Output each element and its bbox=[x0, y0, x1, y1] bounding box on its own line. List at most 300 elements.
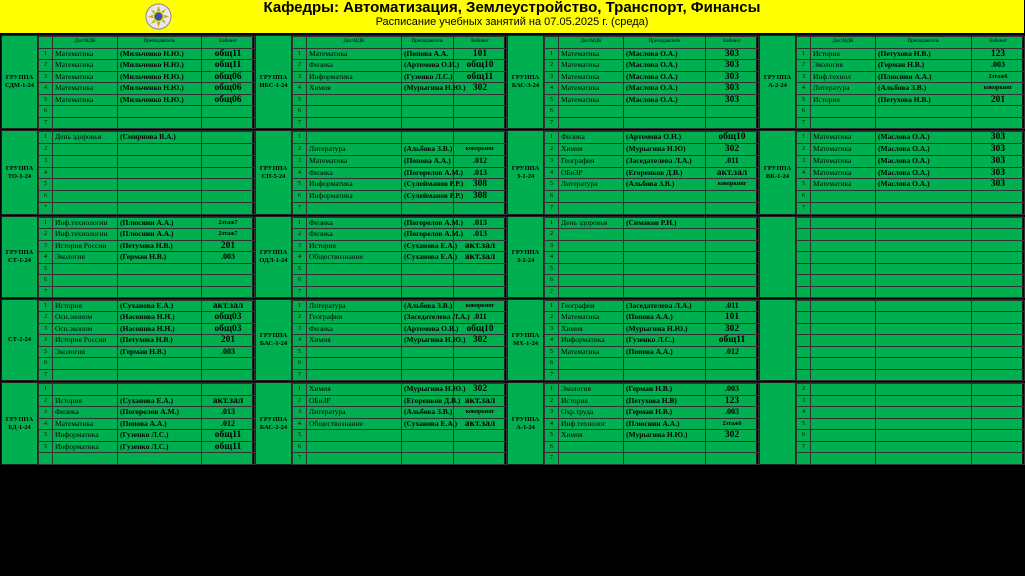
lesson-number: 3 bbox=[39, 240, 53, 251]
teacher-cell: (Альбова З.В.) bbox=[624, 179, 706, 191]
subject-cell: Информатика bbox=[559, 335, 624, 346]
lesson-number: 4 bbox=[293, 335, 307, 346]
group-name: ГРУППА БД-1-24 bbox=[2, 383, 38, 464]
room-cell bbox=[454, 369, 507, 380]
room-cell: акт.зал bbox=[454, 252, 507, 263]
subject-cell: Обществознание bbox=[307, 252, 402, 263]
subject-cell: География bbox=[559, 301, 624, 312]
teacher-cell: (Попова А.А.) bbox=[624, 346, 706, 357]
lesson-number: 7 bbox=[39, 369, 53, 380]
room-cell bbox=[202, 191, 255, 203]
teacher-cell: (Попова А.А. bbox=[402, 48, 454, 60]
subject-cell bbox=[811, 335, 876, 346]
lesson-number: 6 bbox=[39, 191, 53, 203]
subject-cell bbox=[811, 252, 876, 263]
teacher-cell: (Плюснин А.А.) bbox=[118, 229, 202, 240]
room-cell bbox=[706, 106, 759, 118]
room-cell bbox=[706, 218, 759, 229]
lesson-row bbox=[39, 240, 255, 251]
subject-cell: Математика bbox=[53, 94, 118, 106]
teacher-cell: (Петухова Н.В) bbox=[624, 395, 706, 407]
room-cell bbox=[972, 441, 1025, 453]
lesson-number: 5 bbox=[797, 179, 811, 191]
room-cell bbox=[706, 252, 759, 263]
group-name: ГРУППА З-2-24 bbox=[508, 217, 544, 297]
group-block bbox=[507, 299, 757, 381]
group-block bbox=[759, 216, 1023, 298]
lesson-number: 7 bbox=[39, 117, 53, 129]
lesson-number: 7 bbox=[293, 369, 307, 380]
lesson-number: 5 bbox=[39, 94, 53, 106]
teacher-cell bbox=[876, 418, 972, 430]
room-cell bbox=[202, 453, 255, 465]
subject-cell: Охр.труда bbox=[559, 407, 624, 419]
lesson-row bbox=[293, 252, 507, 263]
lessons-table bbox=[796, 36, 1025, 129]
lesson-number: 2 bbox=[797, 60, 811, 72]
teacher-cell bbox=[118, 275, 202, 286]
room-cell: 101 bbox=[454, 48, 507, 60]
lesson-number: 2 bbox=[293, 395, 307, 407]
group-name: ГРУППА БАС-2-24 bbox=[256, 383, 292, 464]
lesson-row bbox=[797, 218, 1025, 229]
lesson-row bbox=[293, 369, 507, 380]
subject-cell: Математика bbox=[559, 60, 624, 72]
room-cell: 302 bbox=[454, 384, 507, 396]
teacher-cell bbox=[402, 346, 454, 357]
subject-cell: Химия bbox=[307, 384, 402, 396]
subject-cell bbox=[811, 418, 876, 430]
group-block bbox=[507, 130, 757, 215]
lessons-table bbox=[544, 383, 759, 465]
lesson-row bbox=[293, 418, 507, 430]
lesson-row bbox=[797, 167, 1025, 179]
subject-header: Дис/МДК bbox=[53, 37, 118, 49]
lesson-number: 4 bbox=[39, 418, 53, 430]
lesson-row bbox=[797, 430, 1025, 442]
subject-cell: Математика bbox=[53, 60, 118, 72]
room-cell: 201 bbox=[972, 94, 1025, 106]
teacher-cell bbox=[118, 369, 202, 380]
lesson-number: 7 bbox=[797, 441, 811, 453]
lesson-number: 6 bbox=[545, 441, 559, 453]
lesson-number: 4 bbox=[293, 418, 307, 430]
group-name: ГРУППА СТ-1-24 bbox=[2, 217, 38, 297]
lesson-row bbox=[293, 117, 507, 129]
lesson-number: 4 bbox=[39, 83, 53, 95]
teacher-cell bbox=[118, 106, 202, 118]
room-cell: 2этаж7 bbox=[202, 229, 255, 240]
lesson-number: 7 bbox=[545, 453, 559, 465]
lesson-number: 7 bbox=[39, 286, 53, 297]
lesson-number: 3 bbox=[545, 407, 559, 419]
lessons-table bbox=[292, 131, 507, 215]
lesson-row bbox=[545, 323, 759, 334]
room-cell bbox=[202, 155, 255, 167]
lesson-number: 5 bbox=[293, 94, 307, 106]
group-name: ГРУППА ОДЛ-1-24 bbox=[256, 217, 292, 297]
lesson-row bbox=[545, 117, 759, 129]
subject-cell bbox=[307, 132, 402, 144]
room-cell bbox=[972, 263, 1025, 274]
lesson-number bbox=[797, 229, 811, 240]
room-cell bbox=[706, 369, 759, 380]
teacher-cell: (Альбова З.В.) bbox=[876, 83, 972, 95]
subject-cell: Инф.технол bbox=[811, 71, 876, 83]
teacher-cell: (Герман Н.В.) bbox=[118, 252, 202, 263]
room-cell bbox=[706, 263, 759, 274]
subject-cell: Физика bbox=[307, 218, 402, 229]
teacher-cell bbox=[118, 286, 202, 297]
lesson-row bbox=[545, 60, 759, 72]
room-cell: акт.зал bbox=[454, 418, 507, 430]
group-name: ГРУППА ТО-1-24 bbox=[2, 131, 38, 214]
teacher-cell: (Петухова Н.В.) bbox=[118, 335, 202, 346]
teacher-cell bbox=[876, 229, 972, 240]
subject-cell: Математика bbox=[307, 48, 402, 60]
teacher-cell bbox=[118, 167, 202, 179]
teacher-cell: (Мильченко Н.Ю.) bbox=[118, 94, 202, 106]
teacher-cell bbox=[118, 179, 202, 191]
room-cell bbox=[972, 369, 1025, 380]
teacher-header: Преподаватель bbox=[402, 37, 454, 49]
teacher-cell: (Герман Н.В.) bbox=[624, 407, 706, 419]
subject-cell: ОБиЗР bbox=[307, 395, 402, 407]
teacher-cell: (Маслова О.А.) bbox=[624, 48, 706, 60]
lessons-table bbox=[796, 131, 1025, 215]
lesson-row bbox=[293, 323, 507, 334]
column-header-row bbox=[39, 37, 255, 49]
subject-cell bbox=[811, 346, 876, 357]
room-cell: 302 bbox=[454, 335, 507, 346]
teacher-cell bbox=[876, 430, 972, 442]
lesson-number: 6 bbox=[293, 106, 307, 118]
teacher-cell: (Насонова Н.Н.) bbox=[118, 312, 202, 323]
teacher-cell bbox=[876, 106, 972, 118]
room-cell: общ06 bbox=[202, 94, 255, 106]
lesson-row bbox=[797, 335, 1025, 346]
teacher-cell: (Суханова Е.А.) bbox=[402, 240, 454, 251]
lesson-number: 2 bbox=[545, 60, 559, 72]
lesson-row bbox=[797, 229, 1025, 240]
teacher-cell: (Мурыгина Н.Ю.) bbox=[624, 430, 706, 442]
num-header bbox=[797, 37, 811, 49]
subject-cell: История bbox=[307, 240, 402, 251]
subject-cell: Математика bbox=[811, 179, 876, 191]
lesson-number bbox=[797, 369, 811, 380]
lesson-number: 3 bbox=[293, 155, 307, 167]
lesson-number: 5 bbox=[293, 430, 307, 442]
lesson-row bbox=[797, 418, 1025, 430]
lesson-row bbox=[545, 275, 759, 286]
lesson-number: 4 bbox=[545, 167, 559, 179]
lesson-row bbox=[545, 335, 759, 346]
teacher-cell bbox=[876, 335, 972, 346]
teacher-cell: (Насонова Н.Н.) bbox=[118, 323, 202, 334]
room-header: Кабинет bbox=[706, 37, 759, 49]
lesson-row bbox=[797, 155, 1025, 167]
subject-cell bbox=[811, 203, 876, 215]
subject-cell: День здоровья bbox=[53, 132, 118, 144]
room-cell: .013 bbox=[454, 167, 507, 179]
subject-cell bbox=[811, 106, 876, 118]
room-cell bbox=[706, 286, 759, 297]
teacher-cell: (Герман Н.В.) bbox=[118, 346, 202, 357]
lesson-number: 7 bbox=[545, 203, 559, 215]
room-cell bbox=[202, 263, 255, 274]
teacher-cell bbox=[402, 286, 454, 297]
teacher-cell: (Петухова Н.В.) bbox=[876, 48, 972, 60]
lesson-number: 4 bbox=[797, 167, 811, 179]
teacher-cell bbox=[624, 106, 706, 118]
teacher-cell: (Маслова О.А.) bbox=[876, 132, 972, 144]
lesson-row bbox=[545, 132, 759, 144]
room-cell: .003 bbox=[202, 252, 255, 263]
subject-cell: История России bbox=[53, 240, 118, 251]
lesson-number: 6 bbox=[293, 358, 307, 369]
teacher-cell: (Заседателева Л.А.) bbox=[624, 155, 706, 167]
room-cell: 308 bbox=[454, 191, 507, 203]
lesson-number: 4 bbox=[797, 83, 811, 95]
room-cell bbox=[972, 430, 1025, 442]
lesson-number: 4 bbox=[545, 252, 559, 263]
room-cell: общ03 bbox=[202, 323, 255, 334]
lesson-row bbox=[39, 48, 255, 60]
lesson-row bbox=[797, 275, 1025, 286]
lesson-row bbox=[39, 132, 255, 144]
lesson-row bbox=[545, 252, 759, 263]
group-name: ГРУППА З-1-24 bbox=[508, 131, 544, 214]
lesson-row bbox=[39, 312, 255, 323]
lessons-table bbox=[544, 300, 759, 381]
teacher-cell bbox=[624, 229, 706, 240]
lesson-number: 2 bbox=[293, 60, 307, 72]
lesson-row bbox=[545, 441, 759, 453]
lesson-number: 7 bbox=[797, 203, 811, 215]
group-block bbox=[759, 382, 1023, 465]
lesson-row bbox=[797, 179, 1025, 191]
teacher-cell: (Маслова О.А.) bbox=[624, 83, 706, 95]
room-cell: 302 bbox=[454, 83, 507, 95]
num-header bbox=[293, 37, 307, 49]
teacher-cell: (Артемова О.В.) bbox=[402, 323, 454, 334]
lesson-number bbox=[39, 453, 53, 465]
teacher-cell: (Маслова О.А.) bbox=[876, 143, 972, 155]
subject-cell: Физика bbox=[307, 60, 402, 72]
teacher-cell bbox=[876, 252, 972, 263]
lesson-number: 5 bbox=[293, 179, 307, 191]
room-cell: акт.зал bbox=[706, 167, 759, 179]
subject-cell bbox=[559, 441, 624, 453]
subject-cell: Экология bbox=[53, 346, 118, 357]
lesson-row bbox=[293, 218, 507, 229]
lesson-row bbox=[39, 384, 255, 396]
teacher-cell bbox=[876, 358, 972, 369]
lesson-row bbox=[797, 94, 1025, 106]
lesson-number: 1 bbox=[293, 132, 307, 144]
lesson-number: 5 bbox=[545, 430, 559, 442]
lesson-row bbox=[545, 203, 759, 215]
lesson-row bbox=[797, 240, 1025, 251]
teacher-cell: (Заседателева Л.А.) bbox=[624, 301, 706, 312]
room-cell bbox=[972, 346, 1025, 357]
teacher-cell: (Гузенко Л.С.) bbox=[402, 71, 454, 83]
room-cell bbox=[706, 191, 759, 203]
lesson-number: 6 bbox=[545, 191, 559, 203]
lesson-row bbox=[545, 83, 759, 95]
lesson-row bbox=[293, 71, 507, 83]
teacher-cell: (Заседателева Л.А.) bbox=[402, 312, 454, 323]
room-cell: 201 bbox=[202, 240, 255, 251]
subject-cell: Осн.эконом bbox=[53, 323, 118, 334]
subject-cell: Информатика bbox=[53, 441, 118, 453]
teacher-cell: (Гузенко Л.С.) bbox=[118, 441, 202, 453]
room-cell bbox=[972, 407, 1025, 419]
lesson-row bbox=[39, 369, 255, 380]
subject-cell bbox=[559, 252, 624, 263]
lesson-row bbox=[545, 312, 759, 323]
room-cell bbox=[972, 453, 1025, 465]
lesson-number: 1 bbox=[39, 301, 53, 312]
room-cell bbox=[202, 179, 255, 191]
lesson-row bbox=[293, 407, 507, 419]
subject-cell bbox=[811, 263, 876, 274]
room-cell bbox=[202, 369, 255, 380]
room-cell: 303 bbox=[972, 179, 1025, 191]
room-cell bbox=[706, 117, 759, 129]
lesson-number: 5 bbox=[545, 263, 559, 274]
subject-cell: Химия bbox=[307, 83, 402, 95]
room-cell bbox=[972, 117, 1025, 129]
lesson-number: 5 bbox=[39, 346, 53, 357]
num-header bbox=[39, 37, 53, 49]
subject-cell: День здоровья bbox=[559, 218, 624, 229]
lesson-row bbox=[545, 240, 759, 251]
room-cell: 303 bbox=[972, 155, 1025, 167]
lesson-number: 2 bbox=[39, 312, 53, 323]
teacher-cell: (Сулейманов Р.Р.) bbox=[402, 179, 454, 191]
teacher-cell bbox=[118, 453, 202, 465]
subject-cell bbox=[307, 369, 402, 380]
lesson-row bbox=[797, 369, 1025, 380]
subject-cell bbox=[811, 218, 876, 229]
room-header: Кабинет bbox=[202, 37, 255, 49]
room-cell bbox=[454, 132, 507, 144]
subject-cell bbox=[811, 301, 876, 312]
lesson-row bbox=[39, 395, 255, 407]
teacher-cell: (Погорелов А.М.) bbox=[118, 407, 202, 419]
lessons-table bbox=[544, 36, 759, 129]
subject-cell bbox=[811, 358, 876, 369]
teacher-cell bbox=[118, 117, 202, 129]
lesson-number: 5 bbox=[39, 441, 53, 453]
teacher-cell: (Погорелов А.М.) bbox=[402, 218, 454, 229]
subject-cell: Физика bbox=[307, 229, 402, 240]
room-cell bbox=[972, 384, 1025, 396]
room-cell: 302 bbox=[706, 430, 759, 442]
subject-cell bbox=[811, 286, 876, 297]
room-cell: общ11 bbox=[454, 71, 507, 83]
subject-cell: История bbox=[559, 395, 624, 407]
teacher-cell: (Попова А.А.) bbox=[118, 418, 202, 430]
group-block bbox=[255, 216, 505, 298]
lesson-number: 2 bbox=[293, 312, 307, 323]
lesson-number: 4 bbox=[545, 418, 559, 430]
subject-cell bbox=[307, 441, 402, 453]
group-block bbox=[507, 382, 757, 465]
lesson-row bbox=[39, 418, 255, 430]
page-title: Кафедры: Автоматизация, Землеустройство, Транспорт, Финансы bbox=[263, 0, 761, 16]
lesson-row bbox=[797, 395, 1025, 407]
teacher-cell bbox=[876, 384, 972, 396]
room-cell bbox=[972, 240, 1025, 251]
lesson-row bbox=[39, 167, 255, 179]
lesson-number: 6 bbox=[39, 275, 53, 286]
lesson-row bbox=[293, 94, 507, 106]
lesson-row bbox=[797, 60, 1025, 72]
subject-cell bbox=[53, 203, 118, 215]
teacher-cell bbox=[402, 358, 454, 369]
lesson-number: 5 bbox=[797, 94, 811, 106]
subject-cell: Информатика bbox=[307, 71, 402, 83]
subject-cell bbox=[811, 384, 876, 396]
room-cell: 303 bbox=[972, 167, 1025, 179]
subject-cell bbox=[307, 453, 402, 465]
teacher-cell: (Суханова Е.А.) bbox=[118, 395, 202, 407]
room-cell: .012 bbox=[706, 346, 759, 357]
group-block bbox=[1, 216, 253, 298]
lesson-row bbox=[797, 358, 1025, 369]
subject-cell bbox=[559, 191, 624, 203]
lessons-table bbox=[292, 36, 507, 129]
subject-cell: Инф.технолог bbox=[559, 418, 624, 430]
teacher-cell: (Погорелов А.М.) bbox=[402, 167, 454, 179]
subject-cell: Математика bbox=[811, 132, 876, 144]
lesson-number: 4 bbox=[39, 252, 53, 263]
teacher-cell: (Егоренков Д.В.) bbox=[402, 395, 454, 407]
lessons-table bbox=[38, 217, 255, 298]
lesson-number: 5 bbox=[39, 179, 53, 191]
lesson-row bbox=[797, 252, 1025, 263]
lesson-number: 5 bbox=[545, 179, 559, 191]
lesson-row bbox=[797, 143, 1025, 155]
room-cell: 101 bbox=[706, 312, 759, 323]
lesson-number: 5 bbox=[293, 346, 307, 357]
subject-cell: Физика bbox=[307, 167, 402, 179]
room-cell bbox=[454, 286, 507, 297]
lesson-row bbox=[39, 275, 255, 286]
room-cell: общ11 bbox=[706, 335, 759, 346]
room-cell: общ11 bbox=[202, 48, 255, 60]
lesson-number: 6 bbox=[293, 275, 307, 286]
room-cell bbox=[454, 430, 507, 442]
lesson-number: 4 bbox=[545, 83, 559, 95]
subject-cell: История bbox=[53, 395, 118, 407]
lesson-number: 1 bbox=[545, 218, 559, 229]
room-cell bbox=[706, 229, 759, 240]
group-block bbox=[1, 130, 253, 215]
subject-cell bbox=[559, 229, 624, 240]
teacher-cell: (Суханова Е.А.) bbox=[118, 301, 202, 312]
subject-cell bbox=[307, 430, 402, 442]
room-cell bbox=[454, 275, 507, 286]
lesson-number: 7 bbox=[293, 117, 307, 129]
room-cell: акт.зал bbox=[454, 240, 507, 251]
column-header-row bbox=[545, 37, 759, 49]
room-cell bbox=[972, 418, 1025, 430]
subject-cell bbox=[811, 453, 876, 465]
subject-cell: Математика bbox=[53, 71, 118, 83]
